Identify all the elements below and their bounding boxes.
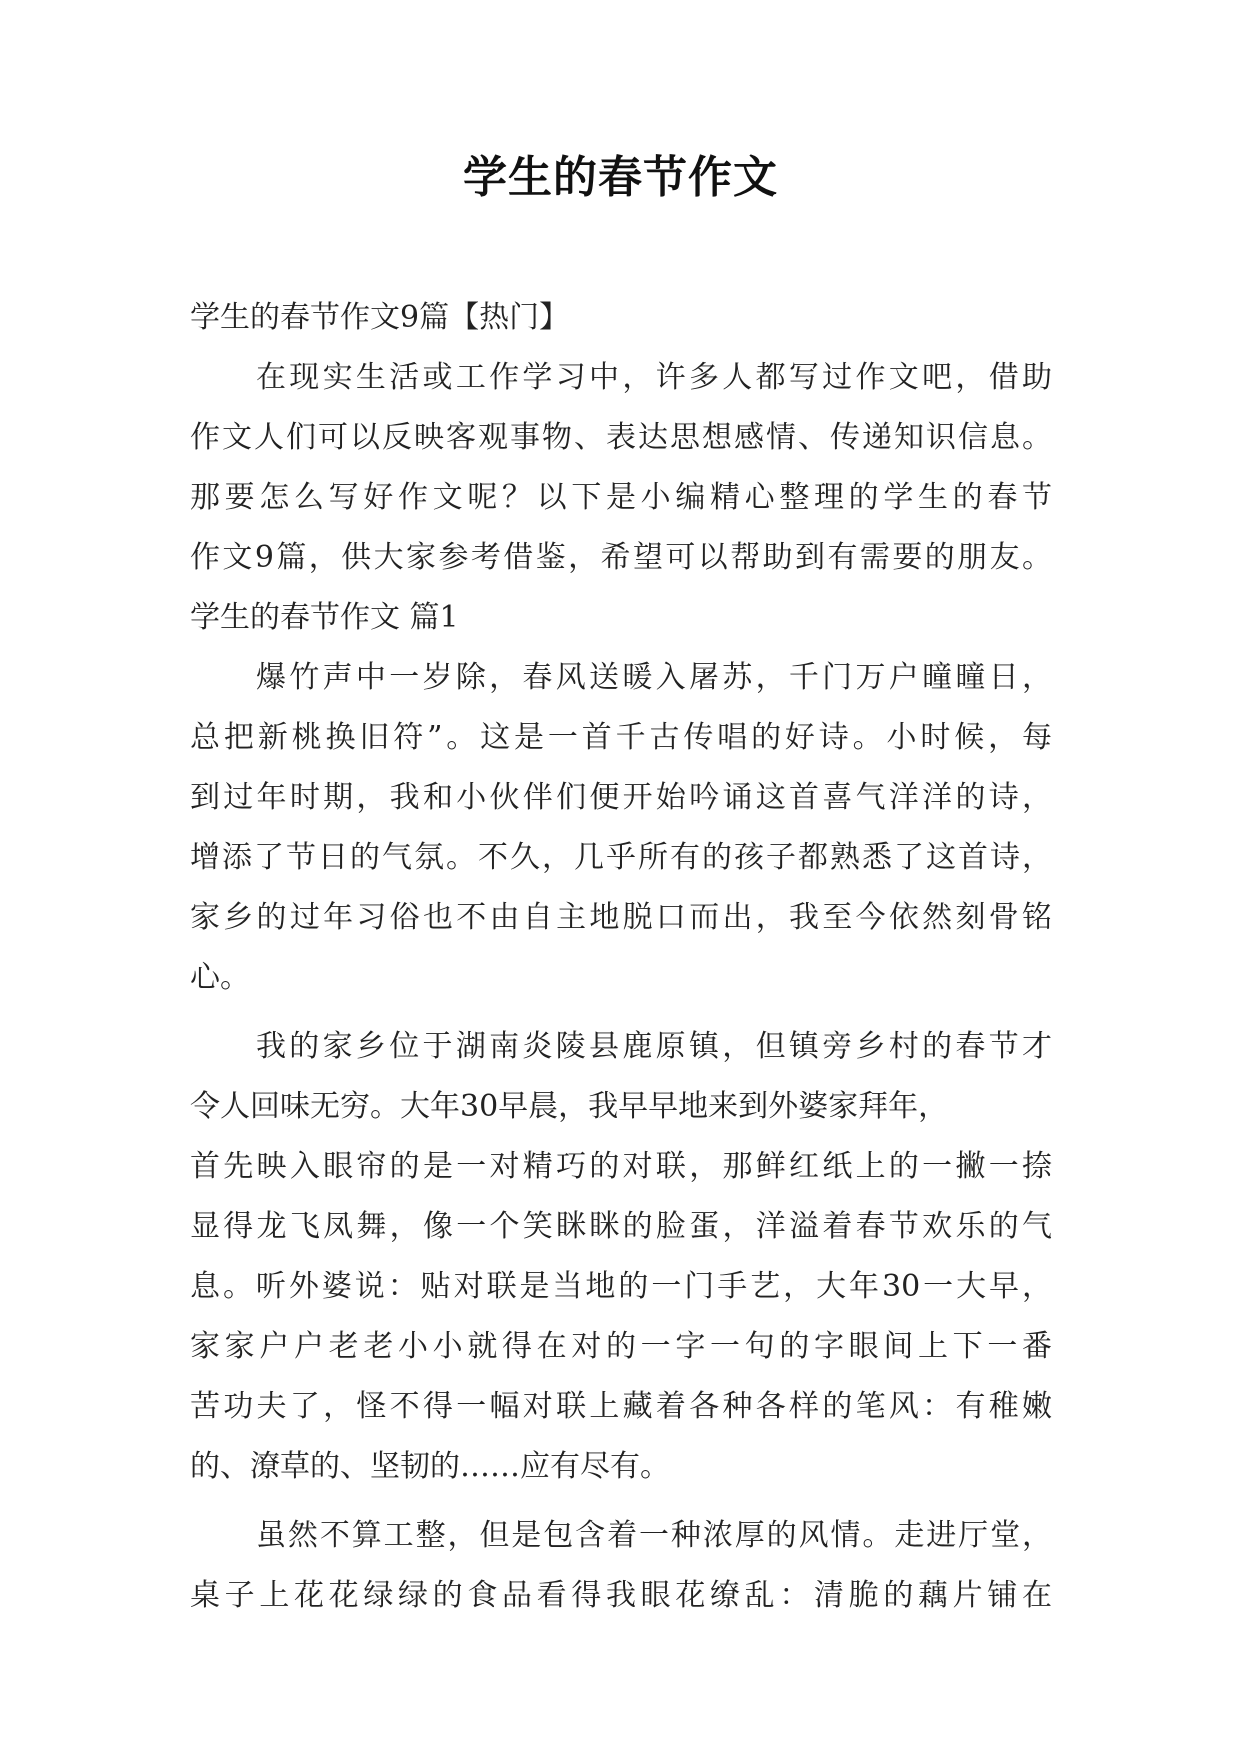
subtitle-line: 学生的春节作文9篇【热门】 <box>190 300 570 335</box>
paragraph-line: 心。 <box>190 960 250 995</box>
paragraph-gap <box>190 1008 1052 1017</box>
paragraph-line: 爆竹声中一岁除，春风送暖入屠苏，千门万户曈曈日， <box>256 660 1052 695</box>
paragraph-line: 令人回味无穷。大年30早晨，我早早地来到外婆家拜年， <box>190 1089 949 1124</box>
section-heading: 学生的春节作文 篇1 <box>190 600 459 635</box>
paragraph-line: 的、潦草的、坚韧的……应有尽有。 <box>190 1449 670 1484</box>
paragraph-line: 首先映入眼帘的是一对精巧的对联，那鲜红纸上的一撇一捺 <box>190 1149 1052 1184</box>
document-title: 学生的春节作文 <box>463 152 778 203</box>
paragraph-line: 我的家乡位于湖南炎陵县鹿原镇，但镇旁乡村的春节才 <box>256 1029 1052 1064</box>
paragraph-line: 总把新桃换旧符”。这是一首千古传唱的好诗。小时候，每 <box>190 720 1052 755</box>
paragraph-line: 家乡的过年习俗也不由自主地脱口而出，我至今依然刻骨铭 <box>190 900 1052 935</box>
paragraph-line: 家家户户老老小小就得在对的一字一句的字眼间上下一番 <box>190 1329 1052 1364</box>
paragraph-line: 作文9篇，供大家参考借鉴，希望可以帮助到有需要的朋友。 <box>190 540 1052 575</box>
paragraph-line: 显得龙飞凤舞，像一个笑眯眯的脸蛋，洋溢着春节欢乐的气 <box>190 1209 1052 1244</box>
paragraph-line: 作文人们可以反映客观事物、表达思想感情、传递知识信息。 <box>190 420 1052 455</box>
paragraph-line: 那要怎么写好作文呢？以下是小编精心整理的学生的春节 <box>190 480 1052 515</box>
paragraph-line: 增添了节日的气氛。不久，几乎所有的孩子都熟悉了这首诗， <box>190 840 1052 875</box>
paragraph-line: 到过年时期，我和小伙伴们便开始吟诵这首喜气洋洋的诗， <box>190 780 1052 815</box>
paragraph-gap <box>190 1497 1052 1506</box>
paragraph-line: 在现实生活或工作学习中，许多人都写过作文吧，借助 <box>256 360 1052 395</box>
document-body <box>190 288 1052 1626</box>
paragraph-line: 虽然不算工整，但是包含着一种浓厚的风情。走进厅堂， <box>256 1518 1052 1553</box>
paragraph-line: 苦功夫了，怪不得一幅对联上藏着各种各样的笔风：有稚嫩 <box>190 1389 1052 1424</box>
paragraph-line: 桌子上花花绿绿的食品看得我眼花缭乱：清脆的藕片铺在 <box>190 1578 1052 1613</box>
paragraph-line: 息。听外婆说：贴对联是当地的一门手艺，大年30一大早， <box>190 1269 1052 1304</box>
